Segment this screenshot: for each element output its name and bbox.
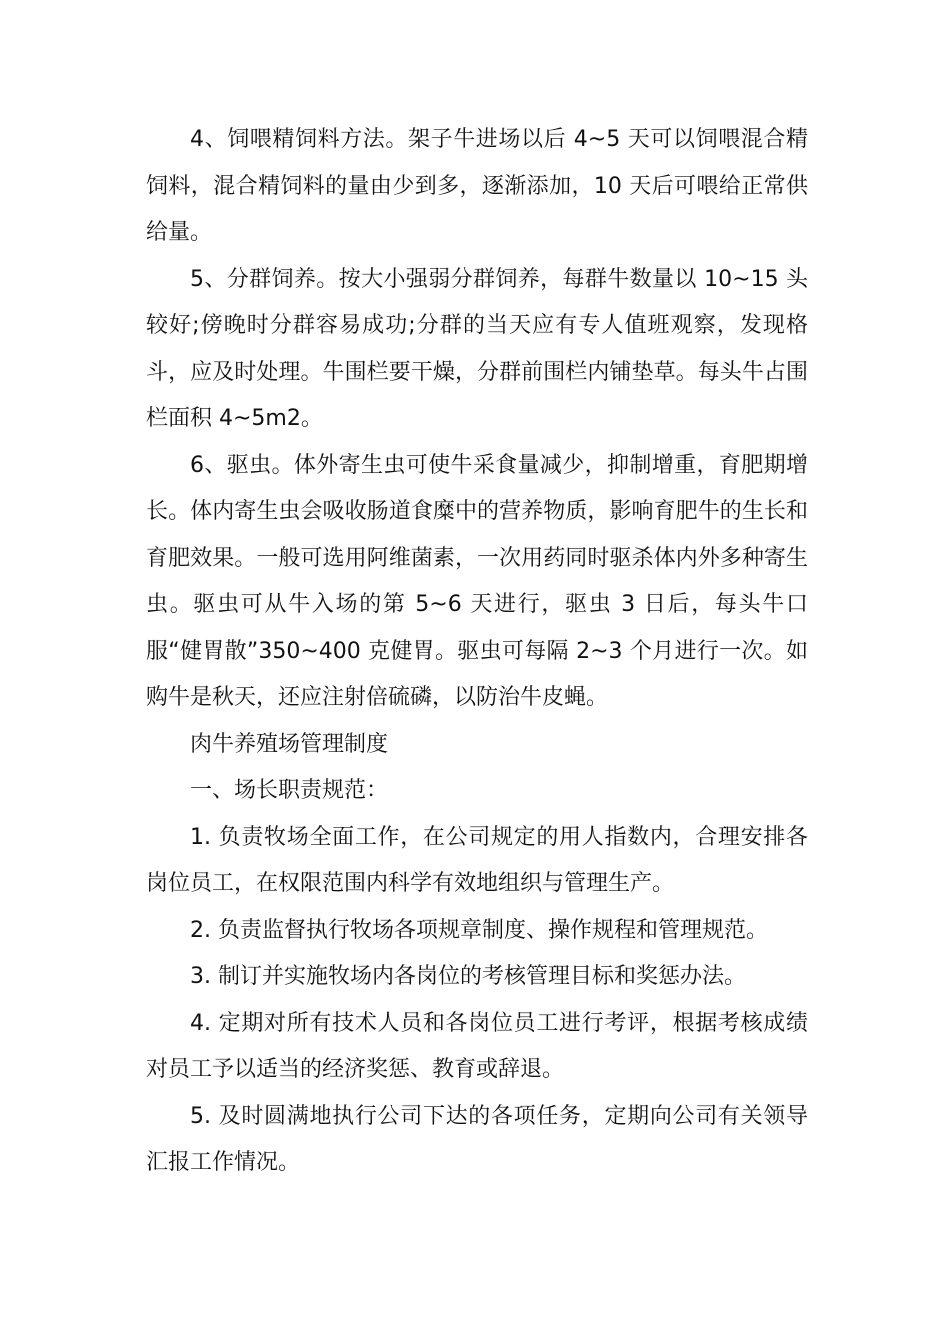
- list-item: 3. 制订并实施牧场内各岗位的考核管理目标和奖惩办法。: [190, 964, 746, 989]
- document-body: [146, 117, 808, 1187]
- subsection-title-director-duties: 一、场长职责规范：: [190, 778, 389, 803]
- list-item: 2. 负责监督执行牧场各项规章制度、操作规程和管理规范。: [190, 917, 768, 943]
- list-item: 1. 负责牧场全面工作，在公司规定的用人指数内，合理安排各岗位员工，在权限范围内科学有效地组织与管理生产。: [146, 824, 808, 896]
- paragraph-deworming: 6、驱虫。体外寄生虫可使牛采食量减少，抑制增重，育肥期增长。体内寄生虫会吸收肠道食糜中的营养物质，影响育肥牛的生长和育肥效果。一般可选用阿维菌素，一次用药同时驱杀体内外多种寄生虫。驱虫可从牛入场的第 5~6 天进行，驱虫 3 日后，每头牛口服“健胃散”350~400 克健胃。驱虫可每隔 2~3 个月进行一次。如购牛是秋天，还应注射倍硫磷，以防治牛皮蝇。: [146, 452, 808, 710]
- paragraph-group-feeding: 5、分群饲养。按大小强弱分群饲养，每群牛数量以 10~15 头较好;傍晚时分群容易成功;分群的当天应有专人值班观察，发现格斗，应及时处理。牛围栏要干燥，分群前围栏内铺垫草。每头牛占围栏面积 4~5m2。: [146, 266, 808, 431]
- list-item: 5. 及时圆满地执行公司下达的各项任务，定期向公司有关领导汇报工作情况。: [146, 1103, 808, 1175]
- list-item: 4. 定期对所有技术人员和各岗位员工进行考评，根据考核成绩对员工予以适当的经济奖惩、教育或辞退。: [146, 1010, 808, 1082]
- section-title-management-rules: 肉牛养殖场管理制度: [190, 731, 389, 757]
- paragraph-feeding-concentrate: 4、饲喂精饲料方法。架子牛进场以后 4~5 天可以饲喂混合精饲料，混合精饲料的量由少到多，逐渐添加，10 天后可喂给正常供给量。: [146, 127, 808, 245]
